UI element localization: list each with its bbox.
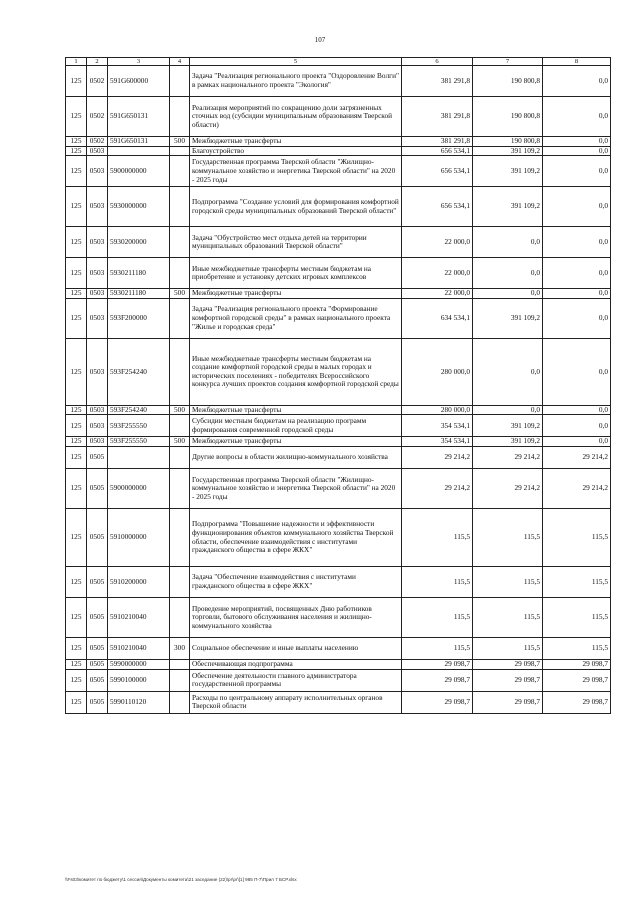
row-value-2022: 391 109,2 xyxy=(473,187,543,227)
table-row xyxy=(66,469,611,509)
row-value-2023: 29 098,7 xyxy=(543,691,611,713)
row-target-code: 5990110120 xyxy=(108,691,170,713)
row-value-2023: 0,0 xyxy=(543,415,611,437)
row-target-code: 5930000000 xyxy=(108,187,170,227)
row-value-2021: 29 214,2 xyxy=(402,447,473,469)
row-expense-type: 500 xyxy=(170,405,190,415)
header-cell: 1 xyxy=(66,58,87,66)
row-value-2022: 29 214,2 xyxy=(473,447,543,469)
row-section-code: 0505 xyxy=(87,660,108,670)
row-value-2021: 29 098,7 xyxy=(402,691,473,713)
row-grbs-code: 125 xyxy=(66,97,87,137)
table-row xyxy=(66,660,611,670)
table-row xyxy=(66,447,611,469)
row-value-2021: 656 534,1 xyxy=(402,146,473,156)
row-value-2023: 115,5 xyxy=(543,509,611,567)
row-value-2023: 0,0 xyxy=(543,437,611,447)
header-cell: 6 xyxy=(402,58,473,66)
table-row xyxy=(66,137,611,147)
table-row xyxy=(66,338,611,405)
table-row xyxy=(66,638,611,660)
row-grbs-code: 125 xyxy=(66,66,87,97)
row-grbs-code: 125 xyxy=(66,415,87,437)
row-value-2023: 0,0 xyxy=(543,298,611,338)
row-value-2023: 115,5 xyxy=(543,638,611,660)
row-value-2021: 29 214,2 xyxy=(402,469,473,509)
row-grbs-code: 125 xyxy=(66,338,87,405)
table-row xyxy=(66,187,611,227)
row-target-code: 593F254240 xyxy=(108,338,170,405)
row-section-code: 0503 xyxy=(87,156,108,187)
row-expense-type xyxy=(170,567,190,598)
row-value-2023: 0,0 xyxy=(543,227,611,258)
row-grbs-code: 125 xyxy=(66,227,87,258)
row-value-2023: 115,5 xyxy=(543,567,611,598)
row-value-2022: 190 800,8 xyxy=(473,97,543,137)
row-value-2021: 22 000,0 xyxy=(402,227,473,258)
row-name: Обеспечивающая подпрограмма xyxy=(190,660,402,670)
row-name: Государственная программа Тверской области "Жилищно-коммунальное хозяйство и энергетика Тверской области" на 2020 - 2025 годы xyxy=(190,469,402,509)
header-cell: 7 xyxy=(473,58,543,66)
row-section-code: 0503 xyxy=(87,146,108,156)
row-expense-type xyxy=(170,227,190,258)
row-value-2023: 115,5 xyxy=(543,598,611,638)
row-target-code: 5930200000 xyxy=(108,227,170,258)
row-section-code: 0505 xyxy=(87,567,108,598)
row-target-code: 5900000000 xyxy=(108,469,170,509)
row-value-2021: 115,5 xyxy=(402,509,473,567)
row-grbs-code: 125 xyxy=(66,509,87,567)
row-value-2023: 0,0 xyxy=(543,405,611,415)
row-name: Задача "Реализация регионального проекта "Оздоровление Волги" в рамках национального проекта "Экология" xyxy=(190,66,402,97)
row-section-code: 0503 xyxy=(87,437,108,447)
row-section-code: 0505 xyxy=(87,669,108,691)
row-value-2023: 0,0 xyxy=(543,146,611,156)
row-value-2023: 0,0 xyxy=(543,258,611,289)
row-value-2022: 0,0 xyxy=(473,405,543,415)
table-row xyxy=(66,227,611,258)
row-grbs-code: 125 xyxy=(66,137,87,147)
row-target-code: 593F254240 xyxy=(108,405,170,415)
row-section-code: 0505 xyxy=(87,447,108,469)
row-value-2023: 29 214,2 xyxy=(543,469,611,509)
row-name: Задача "Обеспечение взаимодействия с институтами гражданского общества в сфере ЖКХ" xyxy=(190,567,402,598)
row-grbs-code: 125 xyxy=(66,405,87,415)
row-section-code: 0503 xyxy=(87,338,108,405)
table-row xyxy=(66,405,611,415)
row-target-code: 591G650131 xyxy=(108,97,170,137)
row-expense-type: 500 xyxy=(170,437,190,447)
row-value-2022: 190 800,8 xyxy=(473,137,543,147)
table-row xyxy=(66,567,611,598)
row-expense-type xyxy=(170,258,190,289)
row-value-2021: 634 534,1 xyxy=(402,298,473,338)
row-grbs-code: 125 xyxy=(66,567,87,598)
row-target-code: 5930211180 xyxy=(108,289,170,299)
row-value-2021: 29 098,7 xyxy=(402,669,473,691)
row-expense-type xyxy=(170,415,190,437)
row-value-2023: 29 214,2 xyxy=(543,447,611,469)
row-target-code: 593F255550 xyxy=(108,415,170,437)
row-section-code: 0502 xyxy=(87,97,108,137)
row-value-2021: 656 534,1 xyxy=(402,187,473,227)
row-name: Подпрограмма "Создание условий для формирования комфортной городской среды муниципальных образований Тверской области" xyxy=(190,187,402,227)
header-cell: 5 xyxy=(190,58,402,66)
row-value-2021: 115,5 xyxy=(402,598,473,638)
row-target-code: 593F255550 xyxy=(108,437,170,447)
row-value-2022: 391 109,2 xyxy=(473,298,543,338)
row-section-code: 0502 xyxy=(87,66,108,97)
row-name: Подпрограмма "Повышение надежности и эффективности функционирования объектов коммунального хозяйства Тверской области, обеспечение взаимодействия с институтами гражданского общества в сфере ЖКХ" xyxy=(190,509,402,567)
row-grbs-code: 125 xyxy=(66,298,87,338)
row-value-2022: 0,0 xyxy=(473,227,543,258)
row-value-2021: 22 000,0 xyxy=(402,289,473,299)
row-value-2022: 391 109,2 xyxy=(473,146,543,156)
row-target-code: 5930211180 xyxy=(108,258,170,289)
row-value-2022: 391 109,2 xyxy=(473,437,543,447)
row-section-code: 0503 xyxy=(87,415,108,437)
row-expense-type: 300 xyxy=(170,638,190,660)
row-value-2023: 0,0 xyxy=(543,66,611,97)
row-grbs-code: 125 xyxy=(66,146,87,156)
row-grbs-code: 125 xyxy=(66,669,87,691)
table-row xyxy=(66,298,611,338)
row-section-code: 0505 xyxy=(87,598,108,638)
row-value-2022: 29 098,7 xyxy=(473,691,543,713)
row-value-2023: 0,0 xyxy=(543,338,611,405)
row-name: Межбюджетные трансферты xyxy=(190,289,402,299)
row-value-2023: 0,0 xyxy=(543,289,611,299)
table-row xyxy=(66,258,611,289)
page-number: 107 xyxy=(314,36,326,44)
row-value-2021: 381 291,8 xyxy=(402,66,473,97)
row-expense-type: 500 xyxy=(170,289,190,299)
row-name: Межбюджетные трансферты xyxy=(190,137,402,147)
row-expense-type: 500 xyxy=(170,137,190,147)
row-value-2023: 0,0 xyxy=(543,187,611,227)
row-name: Социальное обеспечение и иные выплаты населению xyxy=(190,638,402,660)
row-value-2023: 0,0 xyxy=(543,97,611,137)
row-target-code: 5990000000 xyxy=(108,660,170,670)
row-value-2022: 0,0 xyxy=(473,338,543,405)
row-expense-type xyxy=(170,156,190,187)
row-target-code: 593F200000 xyxy=(108,298,170,338)
header-cell: 2 xyxy=(87,58,108,66)
row-value-2021: 280 000,0 xyxy=(402,405,473,415)
row-name: Другие вопросы в области жилищно-коммунального хозяйства xyxy=(190,447,402,469)
row-section-code: 0503 xyxy=(87,289,108,299)
row-grbs-code: 125 xyxy=(66,447,87,469)
row-target-code: 5910210040 xyxy=(108,638,170,660)
row-grbs-code: 125 xyxy=(66,469,87,509)
row-value-2022: 391 109,2 xyxy=(473,156,543,187)
table-row xyxy=(66,415,611,437)
row-expense-type xyxy=(170,187,190,227)
row-target-code: 5910000000 xyxy=(108,509,170,567)
row-value-2021: 280 000,0 xyxy=(402,338,473,405)
table-row xyxy=(66,598,611,638)
row-expense-type xyxy=(170,298,190,338)
row-section-code: 0503 xyxy=(87,298,108,338)
row-section-code: 0505 xyxy=(87,691,108,713)
row-grbs-code: 125 xyxy=(66,289,87,299)
row-name: Обеспечение деятельности главного администратора государственной программы xyxy=(190,669,402,691)
row-section-code: 0503 xyxy=(87,227,108,258)
row-value-2023: 0,0 xyxy=(543,137,611,147)
row-name: Межбюджетные трансферты xyxy=(190,437,402,447)
row-section-code: 0503 xyxy=(87,405,108,415)
row-target-code xyxy=(108,447,170,469)
row-expense-type xyxy=(170,447,190,469)
row-target-code: 5900000000 xyxy=(108,156,170,187)
row-value-2021: 354 534,1 xyxy=(402,415,473,437)
row-section-code: 0503 xyxy=(87,187,108,227)
header-cell: 8 xyxy=(543,58,611,66)
table-row xyxy=(66,509,611,567)
row-value-2023: 0,0 xyxy=(543,156,611,187)
table-row xyxy=(66,691,611,713)
row-expense-type xyxy=(170,691,190,713)
row-target-code: 5910200000 xyxy=(108,567,170,598)
row-section-code: 0505 xyxy=(87,638,108,660)
row-grbs-code: 125 xyxy=(66,691,87,713)
row-value-2022: 29 214,2 xyxy=(473,469,543,509)
row-value-2021: 22 000,0 xyxy=(402,258,473,289)
row-expense-type xyxy=(170,338,190,405)
row-value-2022: 391 109,2 xyxy=(473,415,543,437)
row-value-2021: 656 534,1 xyxy=(402,156,473,187)
row-section-code: 0502 xyxy=(87,137,108,147)
row-value-2021: 354 534,1 xyxy=(402,437,473,447)
row-name: Задача "Реализация регионального проекта "Формирование комфортной городской среды" в рамках национального проекта "Жилье и городская среда" xyxy=(190,298,402,338)
row-expense-type xyxy=(170,469,190,509)
row-expense-type xyxy=(170,97,190,137)
row-value-2022: 29 098,7 xyxy=(473,669,543,691)
row-expense-type xyxy=(170,669,190,691)
row-value-2022: 0,0 xyxy=(473,258,543,289)
row-section-code: 0505 xyxy=(87,469,108,509)
budget-table xyxy=(65,57,611,714)
row-target-code: 591G650131 xyxy=(108,137,170,147)
row-name: Проведение мероприятий, посвященных Дню работников торговли, бытового обслуживания населения и жилищно-коммунального хозяйства xyxy=(190,598,402,638)
row-name: Реализация мероприятий по сокращению доли загрязненных сточных вод (субсидии муниципальным образованиям Тверской области) xyxy=(190,97,402,137)
row-value-2022: 115,5 xyxy=(473,567,543,598)
row-value-2021: 381 291,8 xyxy=(402,97,473,137)
row-grbs-code: 125 xyxy=(66,258,87,289)
row-value-2022: 115,5 xyxy=(473,638,543,660)
row-value-2022: 190 800,8 xyxy=(473,66,543,97)
row-target-code: 591G600000 xyxy=(108,66,170,97)
row-value-2021: 29 098,7 xyxy=(402,660,473,670)
table-row xyxy=(66,146,611,156)
row-name: Задача "Обустройство мест отдыха детей на территории муниципальных образований Тверской области" xyxy=(190,227,402,258)
row-expense-type xyxy=(170,660,190,670)
row-value-2022: 115,5 xyxy=(473,598,543,638)
header-cell: 3 xyxy=(108,58,170,66)
row-name: Субсидии местным бюджетам на реализацию программ формирования современной городской среды xyxy=(190,415,402,437)
table-header-row xyxy=(66,58,611,66)
table-row xyxy=(66,437,611,447)
row-expense-type xyxy=(170,66,190,97)
row-value-2021: 381 291,8 xyxy=(402,137,473,147)
row-value-2021: 115,5 xyxy=(402,567,473,598)
table-row xyxy=(66,669,611,691)
row-grbs-code: 125 xyxy=(66,156,87,187)
row-grbs-code: 125 xyxy=(66,638,87,660)
row-target-code: 5910210040 xyxy=(108,598,170,638)
row-name: Иные межбюджетные трансферты местным бюджетам на приобретение и установку детских игровых комплексов xyxy=(190,258,402,289)
row-value-2022: 0,0 xyxy=(473,289,543,299)
row-section-code: 0505 xyxy=(87,509,108,567)
row-name: Межбюджетные трансферты xyxy=(190,405,402,415)
row-name: Иные межбюджетные трансферты местным бюджетам на создание комфортной городской среды в малых городах и исторических поселениях - победителях Всероссийского конкурса лучших проектов создания комфортной городской среды xyxy=(190,338,402,405)
row-target-code: 5990100000 xyxy=(108,669,170,691)
row-name: Расходы по центральному аппарату исполнительных органов Тверской области xyxy=(190,691,402,713)
row-grbs-code: 125 xyxy=(66,660,87,670)
row-name: Благоустройство xyxy=(190,146,402,156)
row-grbs-code: 125 xyxy=(66,187,87,227)
table-row xyxy=(66,97,611,137)
header-cell: 4 xyxy=(170,58,190,66)
row-value-2022: 29 098,7 xyxy=(473,660,543,670)
row-expense-type xyxy=(170,509,190,567)
row-grbs-code: 125 xyxy=(66,437,87,447)
file-path-footer: \\Fs03\комитет по бюджету\1 сессия\Документы комитета\21 заседание (22)\pr\pr\[1] 985 П-7\Прил 7 БСР.xlsx xyxy=(65,877,297,882)
row-expense-type xyxy=(170,598,190,638)
row-value-2023: 29 098,7 xyxy=(543,660,611,670)
table-row xyxy=(66,156,611,187)
row-grbs-code: 125 xyxy=(66,598,87,638)
row-value-2021: 115,5 xyxy=(402,638,473,660)
row-expense-type xyxy=(170,146,190,156)
table-row xyxy=(66,289,611,299)
row-value-2023: 29 098,7 xyxy=(543,669,611,691)
row-section-code: 0503 xyxy=(87,258,108,289)
row-name: Государственная программа Тверской области "Жилищно-коммунальное хозяйство и энергетика Тверской области" на 2020 - 2025 годы xyxy=(190,156,402,187)
row-target-code xyxy=(108,146,170,156)
row-value-2022: 115,5 xyxy=(473,509,543,567)
table-row xyxy=(66,66,611,97)
